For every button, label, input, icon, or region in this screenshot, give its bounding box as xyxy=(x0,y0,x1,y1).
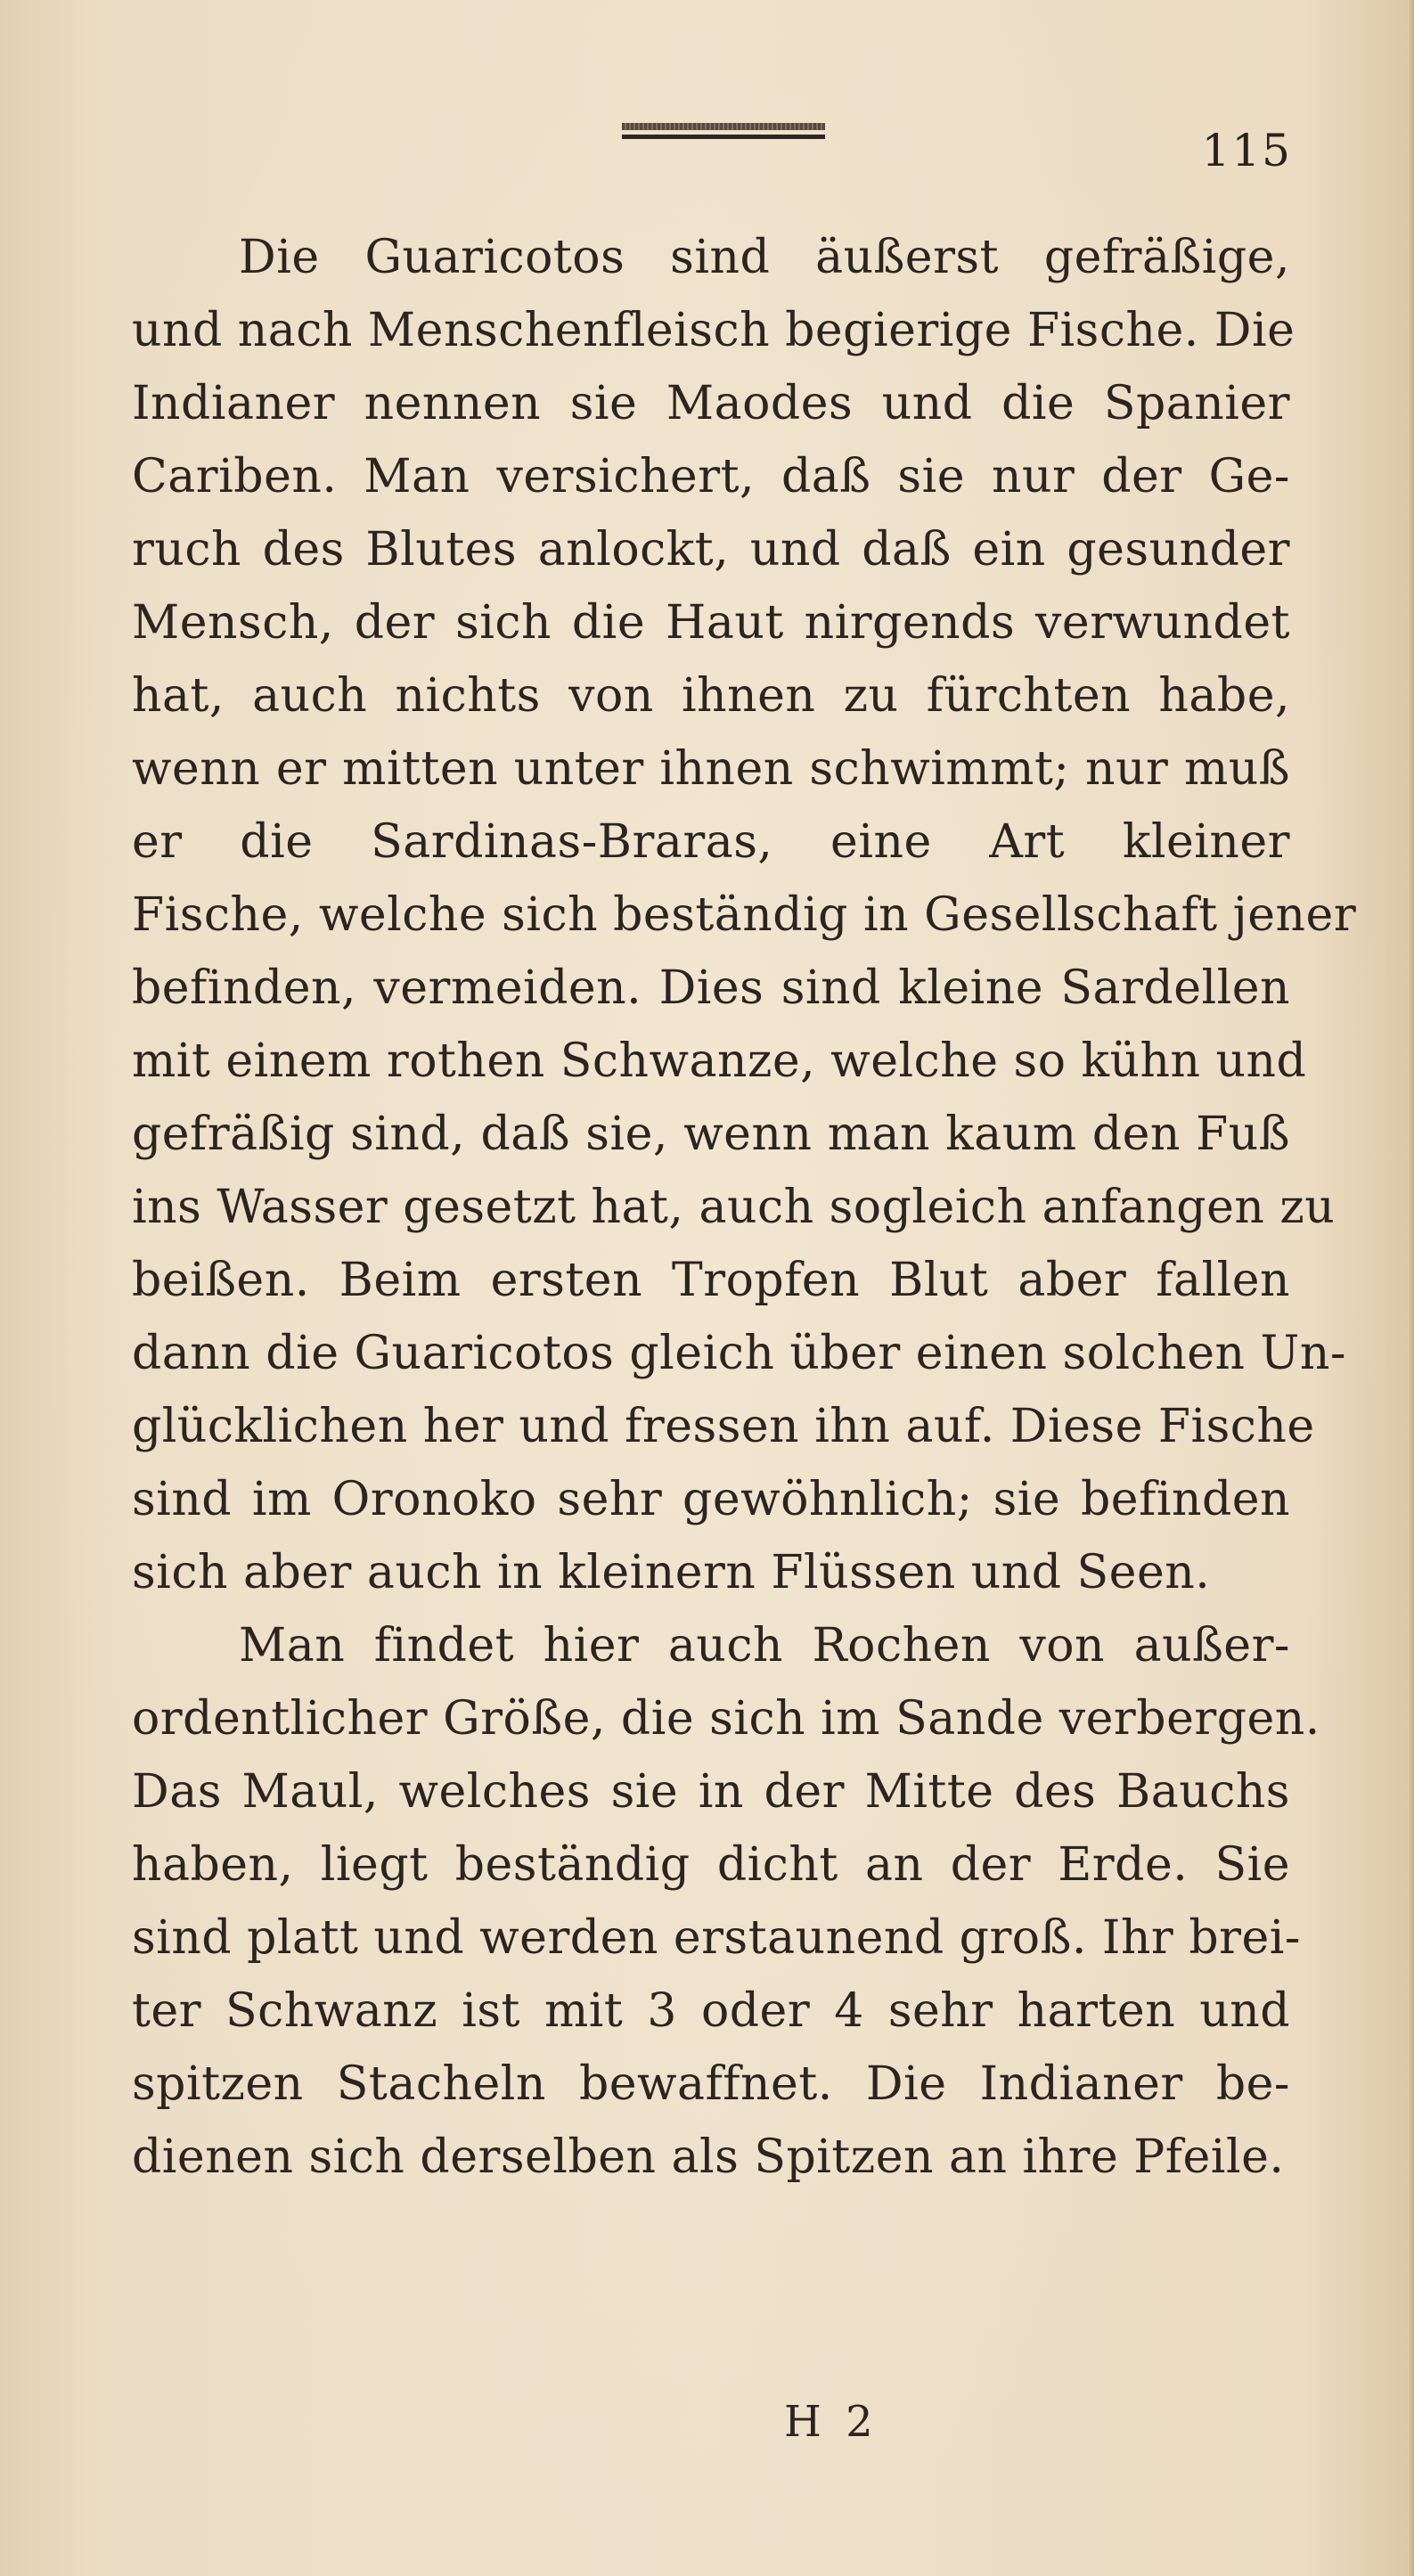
text-line: glücklichen her und fressen ihn auf. Diese Fische xyxy=(132,1400,1315,1453)
ornament-rule-bottom xyxy=(622,135,825,139)
text-line: Das Maul, welches sie in der Mitte des Bauchs xyxy=(132,1765,1290,1819)
text-line: sind platt und werden erstaunend groß. Ihr brei- xyxy=(132,1911,1301,1965)
text-line: dienen sich derselben als Spitzen an ihre Pfeile. xyxy=(132,2130,1285,2184)
text-line: dann die Guaricotos gleich über einen solchen Un- xyxy=(132,1327,1346,1380)
signature-mark: H 2 xyxy=(784,2397,879,2447)
text-line: gefräßig sind, daß sie, wenn man kaum den Fuß xyxy=(132,1108,1290,1161)
header-ornament-rule xyxy=(622,123,825,143)
text-line: sich aber auch in kleinern Flüssen und Seen. xyxy=(132,1546,1211,1599)
text-line: ruch des Blutes anlockt, und daß ein gesunder xyxy=(132,523,1290,577)
text-line: befinden, vermeiden. Dies sind kleine Sardellen xyxy=(132,961,1290,1015)
text-line: wenn er mitten unter ihnen schwimmt; nur muß xyxy=(132,742,1290,796)
text-line: ins Wasser gesetzt hat, auch sogleich anfangen zu xyxy=(132,1181,1336,1234)
text-line: Fische, welche sich beständig in Gesellschaft jener xyxy=(132,888,1357,942)
text-line: sind im Oronoko sehr gewöhnlich; sie befinden xyxy=(132,1473,1290,1526)
text-line: haben, liegt beständig dicht an der Erde. Sie xyxy=(132,1838,1290,1892)
text-line: Man findet hier auch Rochen von außer- xyxy=(239,1619,1290,1672)
text-line: ordentlicher Größe, die sich im Sande verbergen. xyxy=(132,1692,1320,1746)
text-line: ter Schwanz ist mit 3 oder 4 sehr harten und xyxy=(132,1984,1290,2038)
text-line: er die Sardinas-Braras, eine Art kleiner xyxy=(132,815,1290,869)
text-line: Die Guaricotos sind äußerst gefräßige, xyxy=(239,231,1290,284)
page-number: 115 xyxy=(1201,125,1292,176)
text-line: spitzen Stacheln bewaffnet. Die Indianer be- xyxy=(132,2057,1290,2111)
text-line: mit einem rothen Schwanze, welche so kühn und xyxy=(132,1034,1307,1088)
body-text xyxy=(132,221,1357,2194)
text-line: Mensch, der sich die Haut nirgends verwundet xyxy=(132,596,1290,650)
text-line: und nach Menschenfleisch begierige Fische. Die xyxy=(132,304,1295,357)
text-line: Indianer nennen sie Maodes und die Spanier xyxy=(132,377,1290,430)
ornament-rule-top xyxy=(622,123,825,130)
text-line: Cariben. Man versichert, daß sie nur der Ge- xyxy=(132,450,1290,503)
text-line: hat, auch nichts von ihnen zu fürchten habe, xyxy=(132,669,1290,723)
text-line: beißen. Beim ersten Tropfen Blut aber fallen xyxy=(132,1254,1290,1307)
